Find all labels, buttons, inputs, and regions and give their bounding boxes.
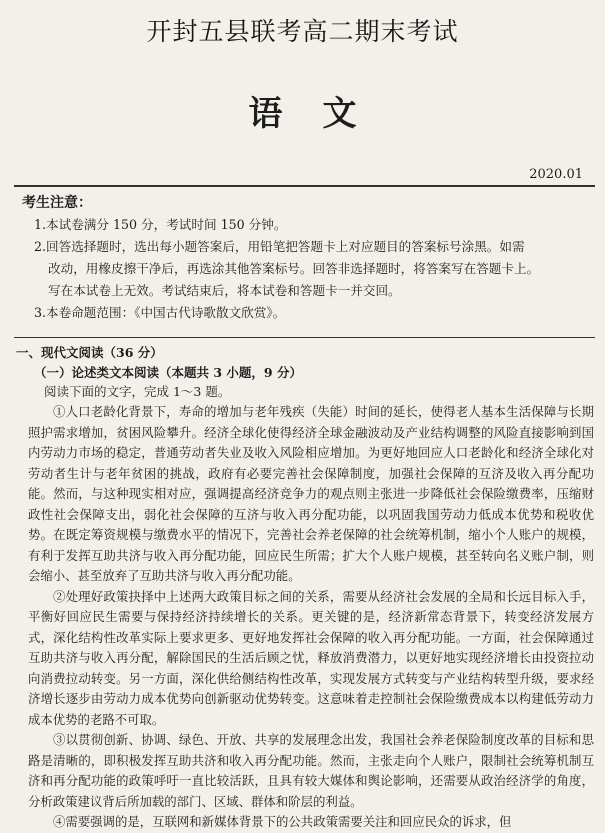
passage-paragraph: ④需要强调的是，互联网和新媒体背景下的公共政策需要关注和回应民众的诉求，但 bbox=[53, 814, 512, 829]
exam-date: 2020.01 bbox=[529, 167, 583, 182]
section-heading: 一、现代文阅读（36 分） bbox=[16, 345, 163, 360]
notice-list bbox=[34, 214, 590, 324]
notice-item: 1.本试卷满分 150 分，考试时间 150 分钟。 bbox=[34, 217, 287, 232]
passage-paragraph: ③以贯彻创新、协调、绿色、开放、共享的发展理念出发，我国社会养老保险制度改革的目标和思路是清晰的，即积极发挥互助共济和收入再分配功能。然而，主张走向个人账户，限制社会统筹机制互济和再分配功能的政策呼吁一直比较活跃，且具有较大媒体和舆论影响，还需要从政治经济学的角度，分析政策建议背后所加载的部门、区域、群体和阶层的利益。 bbox=[28, 732, 594, 809]
notice-item: 改动，用橡皮擦干净后，再选涂其他答案标号。回答非选择题时，将答案写在答题卡上。 bbox=[48, 261, 540, 276]
divider-bottom bbox=[14, 337, 595, 338]
notice-item: 3.本卷命题范围：《中国古代诗歌散文欣赏》。 bbox=[34, 305, 286, 320]
subject-title: 语文 bbox=[248, 94, 397, 134]
notice-item: 写在本试卷上无效。考试结束后，将本试卷和答题卡一并交回。 bbox=[48, 283, 401, 298]
passage-paragraph: ①人口老龄化背景下，寿命的增加与老年残疾（失能）时间的延长，使得老人基本生活保障与长期照护需求增加，贫困风险攀升。经济全球化使得经济全球金融波动及产业结构调整的风险直接影响到国内劳动力市场的稳定，普通劳动者失业及收入风险相应增加。为更好地回应人口老龄化和经济全球化对劳动者生计与老年贫困的挑战，政府有必要完善社会保障制度，加强社会保障的互济及收入再分配功能。然而，与这种现实相对应，强调提高经济竞争力的观点则主张进一步降低社会保险缴费率，压缩财政性社会保障支出，弱化社会保障的互济与收入再分配功能，以巩固我国劳动力低成本优势和税收优势。在既定筹资规模与缴费水平的情况下，完善社会养老保障的社会统筹机制，缩小个人账户的规模，有利于发挥互助共济与收入再分配功能，回应民生所需；扩大个人账户规模，甚至转向名义账户制，则会缩小、甚至放弃了互助共济与收入再分配功能。 bbox=[28, 404, 594, 583]
exam-title: 开封五县联考高二期末考试 bbox=[146, 17, 459, 46]
section-subheading: （一）论述类文本阅读（本题共 3 小题，9 分） bbox=[34, 365, 302, 380]
passage-paragraph: ②处理好政策抉择中上述两大政策目标之间的关系，需要从经济社会发展的全局和长远目标入手，平衡好回应民生需要与保持经济持续增长的关系。更关键的是，经济新常态背景下，转变经济发展方式，深化结构性改革实际上要求更多、更好地发挥社会保障的收入再分配功能。一方面，社会保障通过互助共济与收入再分配，解除国民的生活后顾之忧，释放消费潜力，以更好地实现经济增长由投资拉动向消费拉动转变。另一方面，深化供给侧结构性改革，实现发展方式转变与产业结构转型升级，要求经济增长逐步由劳动力成本优势向创新驱动优势转变。这意味着走控制社会保险缴费成本以构建低劳动力成本优势的老路不可取。 bbox=[28, 588, 594, 727]
notice-item: 2.回答选择题时，选出每小题答案后，用铅笔把答题卡上对应题目的答案标号涂黑。如需 bbox=[34, 239, 525, 254]
reading-passage bbox=[28, 402, 594, 833]
section-instruction: 阅读下面的文字，完成 1～3 题。 bbox=[44, 384, 231, 399]
divider-top bbox=[14, 185, 595, 187]
notice-heading: 考生注意： bbox=[22, 195, 92, 211]
